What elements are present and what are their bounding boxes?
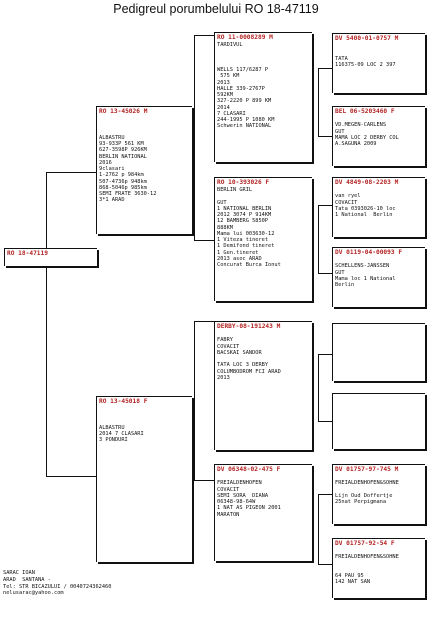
detail-line: ALBASTRU — [99, 134, 125, 141]
detail-line: 592KM — [217, 92, 233, 98]
ring-number: RO 10-393026 F — [217, 179, 270, 186]
pigeon-box-ssd — [332, 106, 425, 166]
pigeon-box-sds — [332, 177, 425, 237]
pigeon-details — [333, 474, 425, 505]
pigeon-box-dsd — [332, 393, 425, 449]
pigeon-details — [333, 43, 425, 68]
detail-line: Schwerin NATIONAL — [217, 123, 272, 130]
connector-line — [194, 240, 214, 241]
connector-line — [46, 172, 47, 476]
detail-line: 142 NAT SAN — [335, 579, 371, 586]
detail-line: COLUMBODROM FCI ARAD — [217, 368, 281, 375]
pigeon-details — [333, 548, 425, 586]
detail-line: 12 BAMBERG 5850P — [217, 218, 269, 225]
detail-line: Berlin — [335, 282, 355, 288]
detail-line: 244-1995 P 1080 KM — [217, 117, 275, 123]
detail-line: 93-933P 561 KM — [99, 141, 144, 147]
detail-line: BERLIN GRIL — [217, 187, 253, 193]
detail-line: Lijn Oud Doffertje — [335, 492, 393, 499]
ring-number: DV 5400-01-0757 M — [335, 35, 399, 42]
connector-line — [318, 354, 319, 421]
detail-line: 627-3598P 926KM — [99, 147, 147, 154]
footer-line: Tel: STR BICAZULUI / 0040724362460 — [3, 583, 112, 590]
detail-line: Mama lui 003630-12 — [217, 230, 275, 237]
detail-line: FREIALDENHOFEN — [217, 480, 262, 487]
detail-line: FABRY — [217, 337, 233, 344]
detail-line: COVACIT — [217, 486, 240, 493]
connector-line — [318, 421, 332, 422]
detail-line: 2013 asoc ARAD — [217, 255, 262, 262]
detail-line: 2013 — [217, 374, 230, 381]
detail-line: 1 Viteza tineret — [217, 237, 269, 243]
detail-line: WELLS 117/6287 P — [217, 67, 269, 73]
pigeon-box-sdd — [332, 247, 425, 307]
detail-line: COVACIT — [335, 199, 358, 206]
ring-number: DV 01757-97-745 M — [335, 466, 399, 473]
detail-line: 2012 3074 P 914KM — [217, 212, 272, 218]
detail-line: 06348-98-64W — [217, 499, 256, 505]
pigeon-details — [97, 116, 192, 204]
connector-line — [46, 172, 96, 173]
pigeon-box-dam — [96, 396, 192, 562]
detail-line: 1 NAT AS PIGEON 2001 — [217, 505, 281, 512]
pigeon-details — [333, 187, 425, 218]
detail-line: 868-5046p 985km — [99, 184, 147, 191]
detail-line: 3 PONDURI — [99, 437, 128, 444]
page-title: Pedigreul porumbelului RO 18-47119 — [113, 2, 319, 16]
pigeon-box-sire-sire — [214, 32, 312, 162]
detail-line: Tata 0393026-10 loc — [335, 205, 396, 212]
detail-line: 507-4736p 948km — [99, 178, 147, 185]
detail-line: GUT — [335, 269, 345, 276]
detail-line: Concurat Burca Ionut — [217, 262, 281, 268]
connector-line — [318, 273, 332, 274]
connector-line — [194, 480, 214, 481]
connector-line — [194, 35, 214, 36]
pigeon-box-sire-dam — [214, 177, 312, 301]
detail-line: VD.MEGEN-CARLENS — [335, 122, 387, 129]
footer-line: SARAC IOAN — [3, 570, 35, 576]
pigeon-box-root — [4, 248, 97, 266]
detail-line: TARDIVUL — [217, 42, 243, 48]
connector-line — [318, 205, 319, 273]
detail-line: 7 CLASARI — [217, 110, 246, 117]
pigeon-details — [215, 42, 312, 130]
detail-line: A.SAGUNA 2009 — [335, 141, 377, 147]
pigeon-box-sss — [332, 33, 425, 93]
pigeon-details — [215, 331, 312, 381]
ring-number — [333, 394, 425, 395]
ring-number: DV 06348-02-475 F — [217, 466, 281, 473]
pigeon-box-dds — [332, 464, 425, 524]
ring-number: DV 0119-04-00093 F — [335, 249, 403, 256]
pigeon-details — [333, 257, 425, 288]
detail-line: 2013 — [217, 79, 230, 86]
connector-line — [318, 564, 332, 565]
detail-line: GUT — [335, 128, 345, 135]
detail-line: van ryel — [335, 193, 361, 200]
detail-line: 1-2762 p 984km — [99, 172, 144, 179]
connector-line — [318, 136, 332, 137]
ring-number: RO 13-45026 M — [99, 108, 148, 115]
ring-number: RO 13-45018 F — [99, 398, 148, 405]
detail-line: MARATON — [217, 511, 240, 518]
detail-line: 888KM — [217, 224, 233, 231]
connector-line — [194, 321, 195, 480]
detail-line: HALLE 339-2767P — [217, 85, 265, 92]
ring-number: DV 01757-92-54 F — [335, 540, 395, 547]
detail-line: GUT — [217, 199, 227, 206]
detail-line: TATA LOC 3 DERBY — [217, 362, 269, 369]
connector-line — [194, 321, 214, 322]
footer-line: ARAD SANTANA - — [3, 576, 51, 583]
detail-line: 2016 — [99, 159, 112, 166]
ring-number: DV 4849-08-2203 M — [335, 179, 399, 186]
connector-line — [46, 476, 96, 477]
pigeon-box-sire — [96, 106, 192, 234]
detail-line: 575 KM — [217, 73, 240, 80]
ring-number — [333, 324, 425, 325]
connector-line — [318, 494, 332, 495]
detail-line: 1 National Berlin — [335, 212, 393, 218]
detail-line: SEMI FRATE 3630-12 — [99, 191, 157, 197]
pigeon-details — [215, 187, 312, 268]
detail-line: 116375-09 LOC 2 397 — [335, 61, 396, 68]
pigeon-box-ddd — [332, 538, 425, 598]
detail-line: 1 Demifond tineret — [217, 243, 275, 250]
pigeon-details — [97, 406, 192, 444]
breeder-contact — [3, 570, 111, 597]
detail-line: Mama loc 1 National — [335, 275, 396, 282]
ring-number: RO 18-47119 — [7, 250, 48, 257]
connector-line — [318, 205, 332, 206]
pigeon-box-dam-dam — [214, 464, 312, 561]
detail-line: BERLIN NATIONAL — [99, 153, 147, 160]
ring-number: RO 11-0008289 M — [217, 34, 273, 41]
detail-line: 1 Gen.tineret — [217, 249, 259, 256]
connector-line — [318, 354, 332, 355]
pigeon-details — [215, 474, 312, 518]
ring-number: DERBY-08-191243 M — [217, 323, 281, 330]
detail-line: COVACIT — [217, 343, 240, 350]
pigeon-box-dam-sire — [214, 321, 312, 450]
detail-line: MAMA LOC 2 DERBY COL — [335, 134, 399, 141]
detail-line: 3*1 ARAD — [99, 197, 125, 204]
connector-line — [194, 35, 195, 240]
detail-line: ALBASTRU — [99, 424, 125, 431]
detail-line: SEMI SORA DIANA — [217, 492, 269, 499]
pigeon-details — [333, 116, 425, 147]
connector-line — [318, 68, 332, 69]
detail-line: FREIALDENHOFEN&SOHNE — [335, 554, 399, 561]
detail-line: TATA — [335, 55, 348, 62]
detail-line: 64 PAU 95 — [335, 573, 364, 579]
detail-line: SCHELLENS-JANSSEN — [335, 263, 390, 270]
detail-line: FREIALDENHOFEN&SOHNE — [335, 480, 399, 487]
detail-line: 327-2220 P 899 KM — [217, 98, 272, 105]
connector-line — [318, 68, 319, 136]
detail-line: 9clasari — [99, 166, 125, 172]
ring-number: BEL 06-5203460 F — [335, 108, 395, 115]
footer-line: nelusarac@yahoo.com — [3, 590, 64, 597]
detail-line: 25nat Perpigmana — [335, 499, 387, 505]
detail-line: 1 NATIONAL BERLIN — [217, 205, 272, 212]
detail-line: 2014 7 CLASARI — [99, 431, 144, 437]
detail-line: BACSKAI SANDOR — [217, 349, 262, 356]
connector-line — [318, 494, 319, 564]
detail-line: 2014 — [217, 104, 230, 111]
pigeon-box-dss — [332, 323, 425, 381]
